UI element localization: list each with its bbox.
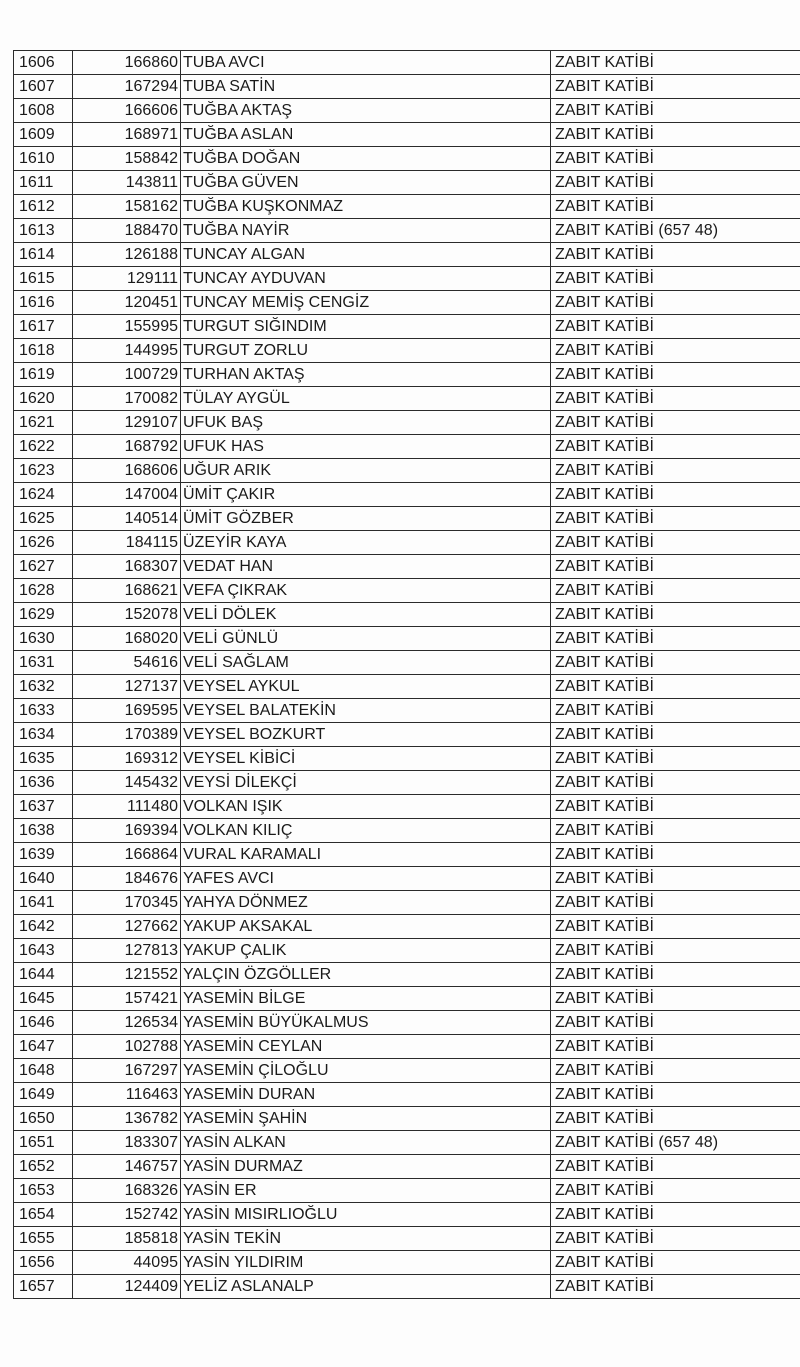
person-name-cell: TUĞBA GÜVEN [181, 171, 551, 195]
registry-number-cell: 166860 [73, 51, 181, 75]
job-title-cell: ZABIT KATİBİ [551, 531, 800, 555]
table-row [14, 315, 800, 339]
table-row [14, 1131, 800, 1155]
person-name-cell: VOLKAN IŞIK [181, 795, 551, 819]
person-name-cell: YASEMİN BİLGE [181, 987, 551, 1011]
row-number-cell: 1618 [14, 339, 73, 363]
person-name-cell: YASEMİN CEYLAN [181, 1035, 551, 1059]
job-title-cell: ZABIT KATİBİ [551, 99, 800, 123]
row-number-cell: 1619 [14, 363, 73, 387]
person-name-cell: VEYSEL KİBİCİ [181, 747, 551, 771]
person-name-cell: YAKUP ÇALIK [181, 939, 551, 963]
row-number-cell: 1622 [14, 435, 73, 459]
personnel-table [13, 50, 800, 1299]
registry-number-cell: 169595 [73, 699, 181, 723]
registry-number-cell: 116463 [73, 1083, 181, 1107]
table-row [14, 1179, 800, 1203]
job-title-cell: ZABIT KATİBİ [551, 1275, 800, 1299]
row-number-cell: 1620 [14, 387, 73, 411]
row-number-cell: 1612 [14, 195, 73, 219]
person-name-cell: YASİN TEKİN [181, 1227, 551, 1251]
job-title-cell: ZABIT KATİBİ [551, 867, 800, 891]
job-title-cell: ZABIT KATİBİ [551, 1203, 800, 1227]
row-number-cell: 1636 [14, 771, 73, 795]
person-name-cell: TUNCAY MEMİŞ CENGİZ [181, 291, 551, 315]
row-number-cell: 1614 [14, 243, 73, 267]
person-name-cell: YASEMİN BÜYÜKALMUS [181, 1011, 551, 1035]
row-number-cell: 1613 [14, 219, 73, 243]
table-row [14, 795, 800, 819]
row-number-cell: 1638 [14, 819, 73, 843]
job-title-cell: ZABIT KATİBİ [551, 1251, 800, 1275]
row-number-cell: 1653 [14, 1179, 73, 1203]
table-row [14, 1035, 800, 1059]
row-number-cell: 1631 [14, 651, 73, 675]
row-number-cell: 1621 [14, 411, 73, 435]
row-number-cell: 1654 [14, 1203, 73, 1227]
table-row [14, 75, 800, 99]
job-title-cell: ZABIT KATİBİ [551, 699, 800, 723]
registry-number-cell: 168971 [73, 123, 181, 147]
row-number-cell: 1657 [14, 1275, 73, 1299]
row-number-cell: 1642 [14, 915, 73, 939]
row-number-cell: 1606 [14, 51, 73, 75]
table-row [14, 699, 800, 723]
row-number-cell: 1627 [14, 555, 73, 579]
person-name-cell: YASİN ER [181, 1179, 551, 1203]
row-number-cell: 1651 [14, 1131, 73, 1155]
person-name-cell: VEYSİ DİLEKÇİ [181, 771, 551, 795]
table-row [14, 483, 800, 507]
table-row [14, 1107, 800, 1131]
person-name-cell: YALÇIN ÖZGÖLLER [181, 963, 551, 987]
registry-number-cell: 140514 [73, 507, 181, 531]
registry-number-cell: 124409 [73, 1275, 181, 1299]
row-number-cell: 1625 [14, 507, 73, 531]
registry-number-cell: 167297 [73, 1059, 181, 1083]
table-row [14, 531, 800, 555]
row-number-cell: 1649 [14, 1083, 73, 1107]
person-name-cell: TUĞBA KUŞKONMAZ [181, 195, 551, 219]
table-row [14, 555, 800, 579]
registry-number-cell: 166606 [73, 99, 181, 123]
person-name-cell: YASİN DURMAZ [181, 1155, 551, 1179]
table-row [14, 363, 800, 387]
person-name-cell: VEYSEL AYKUL [181, 675, 551, 699]
registry-number-cell: 185818 [73, 1227, 181, 1251]
person-name-cell: VEDAT HAN [181, 555, 551, 579]
registry-number-cell: 127662 [73, 915, 181, 939]
job-title-cell: ZABIT KATİBİ [551, 747, 800, 771]
table-row [14, 987, 800, 1011]
table-row [14, 1227, 800, 1251]
registry-number-cell: 147004 [73, 483, 181, 507]
row-number-cell: 1633 [14, 699, 73, 723]
job-title-cell: ZABIT KATİBİ [551, 915, 800, 939]
person-name-cell: TUĞBA ASLAN [181, 123, 551, 147]
registry-number-cell: 168621 [73, 579, 181, 603]
registry-number-cell: 126188 [73, 243, 181, 267]
job-title-cell: ZABIT KATİBİ [551, 771, 800, 795]
registry-number-cell: 127137 [73, 675, 181, 699]
table-row [14, 1011, 800, 1035]
row-number-cell: 1640 [14, 867, 73, 891]
job-title-cell: ZABIT KATİBİ [551, 51, 800, 75]
registry-number-cell: 126534 [73, 1011, 181, 1035]
registry-number-cell: 152742 [73, 1203, 181, 1227]
row-number-cell: 1652 [14, 1155, 73, 1179]
table-row [14, 819, 800, 843]
row-number-cell: 1650 [14, 1107, 73, 1131]
table-row [14, 51, 800, 75]
person-name-cell: YASEMİN ŞAHİN [181, 1107, 551, 1131]
registry-number-cell: 158842 [73, 147, 181, 171]
registry-number-cell: 170389 [73, 723, 181, 747]
job-title-cell: ZABIT KATİBİ (657 48) [551, 219, 800, 243]
person-name-cell: VELİ DÖLEK [181, 603, 551, 627]
row-number-cell: 1634 [14, 723, 73, 747]
job-title-cell: ZABIT KATİBİ [551, 195, 800, 219]
row-number-cell: 1608 [14, 99, 73, 123]
person-name-cell: TUNCAY ALGAN [181, 243, 551, 267]
row-number-cell: 1656 [14, 1251, 73, 1275]
table-row [14, 267, 800, 291]
job-title-cell: ZABIT KATİBİ [551, 1035, 800, 1059]
person-name-cell: VEYSEL BOZKURT [181, 723, 551, 747]
person-name-cell: YAFES AVCI [181, 867, 551, 891]
table-row [14, 219, 800, 243]
job-title-cell: ZABIT KATİBİ [551, 435, 800, 459]
row-number-cell: 1629 [14, 603, 73, 627]
table-row [14, 891, 800, 915]
row-number-cell: 1609 [14, 123, 73, 147]
table-row [14, 507, 800, 531]
job-title-cell: ZABIT KATİBİ [551, 843, 800, 867]
table-row [14, 1251, 800, 1275]
registry-number-cell: 111480 [73, 795, 181, 819]
table-row [14, 195, 800, 219]
registry-number-cell: 143811 [73, 171, 181, 195]
job-title-cell: ZABIT KATİBİ [551, 627, 800, 651]
table-row [14, 579, 800, 603]
table-row [14, 1155, 800, 1179]
row-number-cell: 1648 [14, 1059, 73, 1083]
registry-number-cell: 170082 [73, 387, 181, 411]
registry-number-cell: 129111 [73, 267, 181, 291]
registry-number-cell: 169394 [73, 819, 181, 843]
person-name-cell: UFUK BAŞ [181, 411, 551, 435]
person-name-cell: VEYSEL BALATEKİN [181, 699, 551, 723]
registry-number-cell: 170345 [73, 891, 181, 915]
row-number-cell: 1626 [14, 531, 73, 555]
job-title-cell: ZABIT KATİBİ [551, 507, 800, 531]
person-name-cell: ÜZEYİR KAYA [181, 531, 551, 555]
table-row [14, 603, 800, 627]
row-number-cell: 1607 [14, 75, 73, 99]
job-title-cell: ZABIT KATİBİ [551, 147, 800, 171]
registry-number-cell: 168307 [73, 555, 181, 579]
registry-number-cell: 145432 [73, 771, 181, 795]
row-number-cell: 1646 [14, 1011, 73, 1035]
job-title-cell: ZABIT KATİBİ [551, 459, 800, 483]
registry-number-cell: 158162 [73, 195, 181, 219]
table-row [14, 939, 800, 963]
registry-number-cell: 144995 [73, 339, 181, 363]
person-name-cell: TURGUT ZORLU [181, 339, 551, 363]
person-name-cell: TÜLAY AYGÜL [181, 387, 551, 411]
row-number-cell: 1655 [14, 1227, 73, 1251]
job-title-cell: ZABIT KATİBİ [551, 483, 800, 507]
job-title-cell: ZABIT KATİBİ [551, 339, 800, 363]
job-title-cell: ZABIT KATİBİ [551, 1227, 800, 1251]
job-title-cell: ZABIT KATİBİ [551, 987, 800, 1011]
personnel-table-body [14, 51, 800, 1299]
row-number-cell: 1624 [14, 483, 73, 507]
table-row [14, 747, 800, 771]
table-row [14, 291, 800, 315]
job-title-cell: ZABIT KATİBİ [551, 555, 800, 579]
row-number-cell: 1610 [14, 147, 73, 171]
registry-number-cell: 152078 [73, 603, 181, 627]
table-row [14, 171, 800, 195]
table-row [14, 147, 800, 171]
job-title-cell: ZABIT KATİBİ [551, 603, 800, 627]
registry-number-cell: 183307 [73, 1131, 181, 1155]
table-row [14, 915, 800, 939]
person-name-cell: YASİN ALKAN [181, 1131, 551, 1155]
row-number-cell: 1643 [14, 939, 73, 963]
registry-number-cell: 168326 [73, 1179, 181, 1203]
row-number-cell: 1611 [14, 171, 73, 195]
person-name-cell: ÜMİT ÇAKIR [181, 483, 551, 507]
registry-number-cell: 157421 [73, 987, 181, 1011]
registry-number-cell: 100729 [73, 363, 181, 387]
row-number-cell: 1647 [14, 1035, 73, 1059]
job-title-cell: ZABIT KATİBİ [551, 1179, 800, 1203]
job-title-cell: ZABIT KATİBİ [551, 387, 800, 411]
person-name-cell: TUĞBA DOĞAN [181, 147, 551, 171]
table-row [14, 339, 800, 363]
registry-number-cell: 188470 [73, 219, 181, 243]
person-name-cell: YASİN MISIRLIOĞLU [181, 1203, 551, 1227]
registry-number-cell: 102788 [73, 1035, 181, 1059]
job-title-cell: ZABIT KATİBİ [551, 411, 800, 435]
person-name-cell: YASEMİN ÇİLOĞLU [181, 1059, 551, 1083]
job-title-cell: ZABIT KATİBİ [551, 243, 800, 267]
registry-number-cell: 184676 [73, 867, 181, 891]
job-title-cell: ZABIT KATİBİ (657 48) [551, 1131, 800, 1155]
job-title-cell: ZABIT KATİBİ [551, 579, 800, 603]
job-title-cell: ZABIT KATİBİ [551, 819, 800, 843]
person-name-cell: TURGUT SIĞINDIM [181, 315, 551, 339]
person-name-cell: YASEMİN DURAN [181, 1083, 551, 1107]
table-row [14, 843, 800, 867]
job-title-cell: ZABIT KATİBİ [551, 891, 800, 915]
person-name-cell: VELİ GÜNLÜ [181, 627, 551, 651]
row-number-cell: 1639 [14, 843, 73, 867]
job-title-cell: ZABIT KATİBİ [551, 267, 800, 291]
person-name-cell: ÜMİT GÖZBER [181, 507, 551, 531]
registry-number-cell: 184115 [73, 531, 181, 555]
person-name-cell: YAKUP AKSAKAL [181, 915, 551, 939]
row-number-cell: 1617 [14, 315, 73, 339]
registry-number-cell: 121552 [73, 963, 181, 987]
job-title-cell: ZABIT KATİBİ [551, 675, 800, 699]
person-name-cell: VOLKAN KILIÇ [181, 819, 551, 843]
job-title-cell: ZABIT KATİBİ [551, 1011, 800, 1035]
row-number-cell: 1645 [14, 987, 73, 1011]
person-name-cell: TUĞBA AKTAŞ [181, 99, 551, 123]
job-title-cell: ZABIT KATİBİ [551, 939, 800, 963]
person-name-cell: YASİN YILDIRIM [181, 1251, 551, 1275]
person-name-cell: YELİZ ASLANALP [181, 1275, 551, 1299]
row-number-cell: 1637 [14, 795, 73, 819]
person-name-cell: VELİ SAĞLAM [181, 651, 551, 675]
row-number-cell: 1615 [14, 267, 73, 291]
job-title-cell: ZABIT KATİBİ [551, 123, 800, 147]
job-title-cell: ZABIT KATİBİ [551, 1083, 800, 1107]
registry-number-cell: 44095 [73, 1251, 181, 1275]
job-title-cell: ZABIT KATİBİ [551, 1155, 800, 1179]
registry-number-cell: 54616 [73, 651, 181, 675]
row-number-cell: 1644 [14, 963, 73, 987]
job-title-cell: ZABIT KATİBİ [551, 1107, 800, 1131]
table-row [14, 1203, 800, 1227]
registry-number-cell: 146757 [73, 1155, 181, 1179]
job-title-cell: ZABIT KATİBİ [551, 315, 800, 339]
table-row [14, 99, 800, 123]
table-row [14, 387, 800, 411]
row-number-cell: 1630 [14, 627, 73, 651]
registry-number-cell: 166864 [73, 843, 181, 867]
job-title-cell: ZABIT KATİBİ [551, 75, 800, 99]
person-name-cell: TUBA SATİN [181, 75, 551, 99]
registry-number-cell: 129107 [73, 411, 181, 435]
registry-number-cell: 136782 [73, 1107, 181, 1131]
job-title-cell: ZABIT KATİBİ [551, 795, 800, 819]
row-number-cell: 1641 [14, 891, 73, 915]
table-row [14, 1275, 800, 1299]
registry-number-cell: 167294 [73, 75, 181, 99]
table-row [14, 867, 800, 891]
table-row [14, 243, 800, 267]
registry-number-cell: 120451 [73, 291, 181, 315]
table-row [14, 627, 800, 651]
row-number-cell: 1632 [14, 675, 73, 699]
person-name-cell: YAHYA DÖNMEZ [181, 891, 551, 915]
person-name-cell: UFUK HAS [181, 435, 551, 459]
table-row [14, 411, 800, 435]
row-number-cell: 1635 [14, 747, 73, 771]
person-name-cell: VEFA ÇIKRAK [181, 579, 551, 603]
table-row [14, 723, 800, 747]
table-row [14, 651, 800, 675]
job-title-cell: ZABIT KATİBİ [551, 1059, 800, 1083]
table-row [14, 963, 800, 987]
registry-number-cell: 168792 [73, 435, 181, 459]
job-title-cell: ZABIT KATİBİ [551, 651, 800, 675]
table-row [14, 435, 800, 459]
person-name-cell: TUNCAY AYDUVAN [181, 267, 551, 291]
table-row [14, 675, 800, 699]
registry-number-cell: 127813 [73, 939, 181, 963]
registry-number-cell: 168020 [73, 627, 181, 651]
job-title-cell: ZABIT KATİBİ [551, 363, 800, 387]
row-number-cell: 1616 [14, 291, 73, 315]
table-row [14, 1083, 800, 1107]
registry-number-cell: 155995 [73, 315, 181, 339]
registry-number-cell: 168606 [73, 459, 181, 483]
person-name-cell: TUBA AVCI [181, 51, 551, 75]
job-title-cell: ZABIT KATİBİ [551, 723, 800, 747]
person-name-cell: TUĞBA NAYİR [181, 219, 551, 243]
table-row [14, 1059, 800, 1083]
table-row [14, 459, 800, 483]
registry-number-cell: 169312 [73, 747, 181, 771]
table-row [14, 771, 800, 795]
row-number-cell: 1628 [14, 579, 73, 603]
job-title-cell: ZABIT KATİBİ [551, 963, 800, 987]
job-title-cell: ZABIT KATİBİ [551, 291, 800, 315]
person-name-cell: VURAL KARAMALI [181, 843, 551, 867]
row-number-cell: 1623 [14, 459, 73, 483]
job-title-cell: ZABIT KATİBİ [551, 171, 800, 195]
person-name-cell: TURHAN AKTAŞ [181, 363, 551, 387]
person-name-cell: UĞUR ARIK [181, 459, 551, 483]
table-row [14, 123, 800, 147]
